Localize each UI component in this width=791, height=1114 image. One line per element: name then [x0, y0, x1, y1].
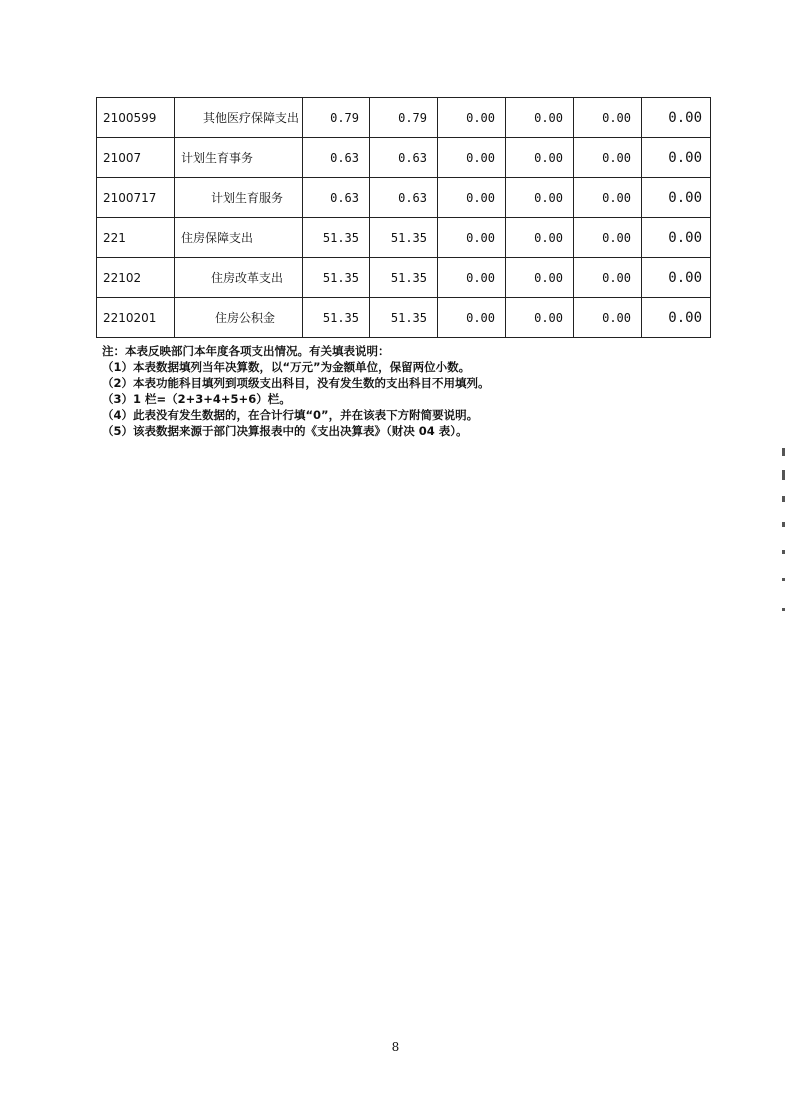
cell-value: 0.00: [574, 218, 642, 258]
cell-total: 0.79: [303, 98, 370, 138]
cell-value: 0.00: [506, 178, 574, 218]
cell-value: 0.00: [438, 138, 506, 178]
cell-total: 51.35: [303, 218, 370, 258]
cell-code: 22102: [97, 258, 175, 298]
cell-value: 0.00: [438, 98, 506, 138]
cell-value: 0.00: [506, 218, 574, 258]
cell-value: 0.00: [438, 298, 506, 338]
table-row: [97, 258, 711, 298]
cell-value: 0.00: [574, 98, 642, 138]
cell-total: 0.63: [303, 178, 370, 218]
table-row: [97, 98, 711, 138]
cell-name: 住房保障支出: [175, 218, 303, 258]
cell-total: 51.35: [303, 258, 370, 298]
cell-value: 0.63: [370, 178, 438, 218]
cell-value: 0.00: [642, 258, 711, 298]
cell-value: 0.00: [438, 178, 506, 218]
cell-value: 0.00: [506, 98, 574, 138]
table-row: [97, 218, 711, 258]
cell-value: 0.00: [506, 138, 574, 178]
cell-value: 51.35: [370, 258, 438, 298]
cell-code: 221: [97, 218, 175, 258]
cell-value: 0.00: [506, 298, 574, 338]
scan-edge-marks: [780, 448, 788, 618]
table-row: [97, 178, 711, 218]
cell-name: 住房公积金: [175, 298, 303, 338]
table-body: [97, 98, 711, 338]
page-number: 8: [391, 1040, 400, 1054]
cell-value: 0.00: [574, 178, 642, 218]
cell-value: 0.00: [574, 258, 642, 298]
cell-name: 其他医疗保障支出: [175, 98, 303, 138]
cell-value: 0.00: [506, 258, 574, 298]
notes: [102, 343, 490, 439]
cell-value: 0.79: [370, 98, 438, 138]
cell-value: 0.00: [642, 298, 711, 338]
cell-value: 0.00: [642, 218, 711, 258]
note-line: （2）本表功能科目填列到项级支出科目，没有发生数的支出科目不用填列。: [102, 376, 490, 390]
cell-code: 2210201: [97, 298, 175, 338]
note-line: （4）此表没有发生数据的，在合计行填“0”，并在该表下方附简要说明。: [102, 408, 479, 422]
cell-name: 计划生育事务: [175, 138, 303, 178]
cell-code: 2100717: [97, 178, 175, 218]
table-row: [97, 138, 711, 178]
cell-value: 0.00: [574, 138, 642, 178]
cell-value: 51.35: [370, 218, 438, 258]
cell-code: 21007: [97, 138, 175, 178]
cell-value: 0.00: [438, 258, 506, 298]
cell-code: 2100599: [97, 98, 175, 138]
note-line: （5）该表数据来源于部门决算报表中的《支出决算表》（财决 04 表）。: [102, 424, 468, 438]
note-line: （1）本表数据填列当年决算数，以“万元”为金额单位，保留两位小数。: [102, 360, 471, 374]
cell-total: 51.35: [303, 298, 370, 338]
cell-value: 0.00: [574, 298, 642, 338]
cell-value: 0.63: [370, 138, 438, 178]
cell-value: 0.00: [642, 98, 711, 138]
expense-table: [96, 97, 711, 338]
cell-name: 计划生育服务: [175, 178, 303, 218]
note-line: （3）1 栏=（2+3+4+5+6）栏。: [102, 392, 291, 406]
cell-name: 住房改革支出: [175, 258, 303, 298]
note-line: 注：本表反映部门本年度各项支出情况。有关填表说明：: [102, 344, 390, 358]
cell-value: 0.00: [438, 218, 506, 258]
cell-value: 51.35: [370, 298, 438, 338]
cell-total: 0.63: [303, 138, 370, 178]
cell-value: 0.00: [642, 178, 711, 218]
cell-value: 0.00: [642, 138, 711, 178]
table-row: [97, 298, 711, 338]
